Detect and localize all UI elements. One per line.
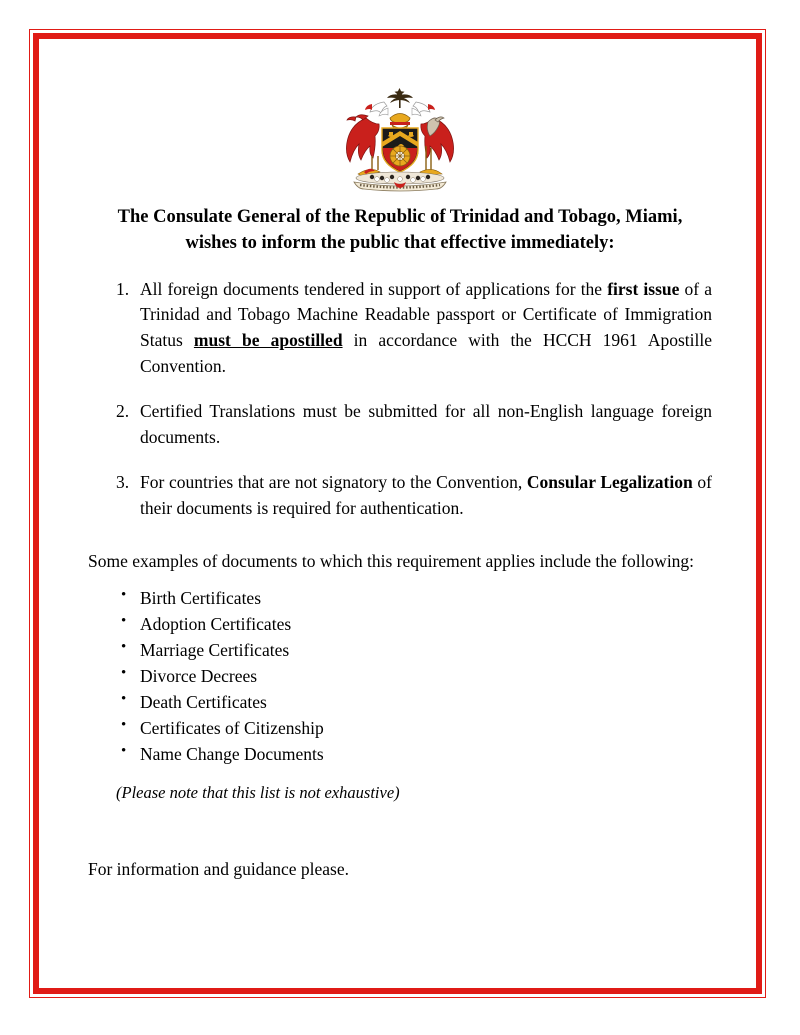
list-item (88, 637, 712, 663)
page-title-line-2: wishes to inform the public that effective immediately: (185, 233, 615, 254)
coat-of-arms-container (88, 82, 712, 194)
list-item (88, 611, 712, 637)
bullet-icon: • (121, 587, 127, 604)
list-item-label: Death Certificates (140, 691, 267, 712)
bullet-icon: • (121, 717, 127, 734)
list-item-label: Name Change Documents (140, 743, 324, 764)
list-item-label: Birth Certificates (140, 587, 262, 608)
bullet-icon: • (121, 691, 127, 708)
list-item-label: Marriage Certificates (140, 639, 290, 660)
list-item (88, 715, 712, 741)
list-item-text: For countries that are not signatory to the Convention, Consular Legalization of their documents is required for authentication. (140, 471, 712, 518)
page-title (88, 204, 712, 257)
numbered-list-item (88, 277, 712, 381)
examples-intro-paragraph: Some examples of documents to which this requirement applies include the following: (88, 550, 695, 571)
list-item (88, 689, 712, 715)
document-examples-list (88, 585, 712, 767)
coat-of-arms-trinidad-and-tobago-icon (320, 82, 480, 194)
list-item (88, 663, 712, 689)
list-item (88, 585, 712, 611)
document-content (88, 60, 712, 880)
page-title-line-1: The Consulate General of the Republic of Trinidad and Tobago, Miami, (117, 207, 683, 227)
list-item-label: Certificates of Citizenship (140, 717, 324, 738)
list-exhaustive-note: (Please note that this list is not exhaustive) (116, 782, 400, 802)
list-item-number: 1. (116, 278, 130, 299)
list-item-label: Adoption Certificates (140, 613, 292, 634)
bullet-icon: • (121, 613, 127, 630)
bullet-icon: • (121, 639, 127, 656)
bullet-icon: • (121, 743, 127, 760)
list-item-label: Divorce Decrees (140, 665, 258, 686)
list-item (88, 741, 712, 767)
bullet-icon: • (121, 665, 127, 682)
list-item-text: All foreign documents tendered in support of applications for the first issue of a Trinidad and Tobago Machine Readable passport or Certificate of Immigration Status must be apostilled in accordance with the HCCH 1961 Apostille Convention. (140, 278, 712, 377)
numbered-list-item (88, 399, 712, 451)
numbered-list-item (88, 470, 712, 522)
list-item-text: Certified Translations must be submitted for all non-English language foreign documents. (140, 401, 712, 447)
list-item-number: 3. (116, 471, 130, 492)
numbered-requirements-list (88, 277, 712, 522)
list-item-number: 2. (116, 401, 130, 422)
closing-line: For information and guidance please. (88, 858, 349, 879)
